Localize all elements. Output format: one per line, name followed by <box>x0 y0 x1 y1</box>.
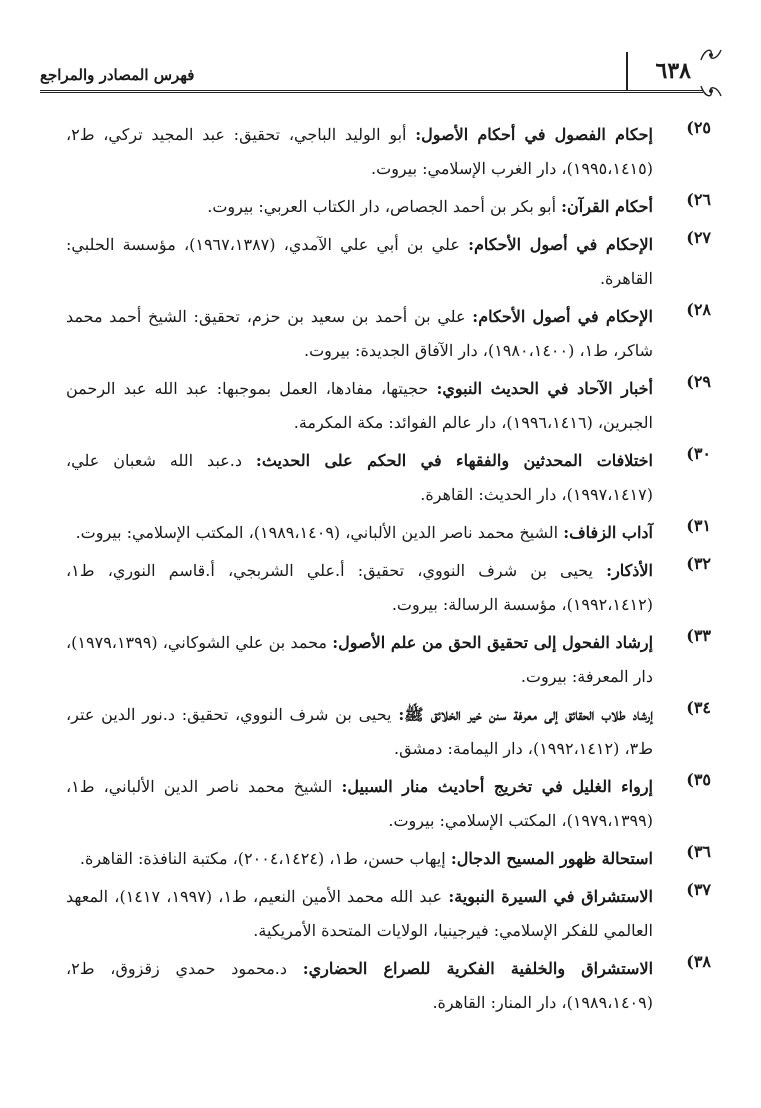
entry-title: أخبار الآحاد في الحديث النبوي: <box>436 379 653 398</box>
references-list <box>66 118 711 1024</box>
entry-text <box>66 554 653 622</box>
entry-text <box>66 770 653 838</box>
entry-details: أبو الوليد الباجي، تحقيق: عبد المجيد تركي، ط٢، (١٩٩٥،١٤١٥)، دار الغرب الإسلامي: بيروت. <box>66 125 653 178</box>
page-number: ٦٣٨ <box>655 58 691 84</box>
entry-title: إرشاد الفحول إلى تحقيق الحق من علم الأصول: <box>332 633 654 652</box>
reference-entry <box>66 444 711 512</box>
entry-title: آداب الزفاف: <box>563 523 653 542</box>
entry-number: ٣٠) <box>686 444 711 463</box>
entry-details: د.محمود حمدي زقزوق، ط٢، (١٩٨٩،١٤٠٩)، دار المنار: القاهرة. <box>66 959 653 1012</box>
entry-number: ٢٨) <box>686 300 711 319</box>
entry-details: يحيى بن شرف النووي، تحقيق: أ.علي الشربجي، أ.قاسم النوري، ط١، (١٩٩٢،١٤١٢)، مؤسسة الرسالة: بيروت. <box>66 561 653 614</box>
entry-number: ٢٧) <box>686 228 711 247</box>
entry-title: الاستشراق في السيرة النبوية: <box>448 887 653 906</box>
reference-entry <box>66 842 711 876</box>
reference-entry <box>66 300 711 368</box>
reference-entry <box>66 190 711 224</box>
reference-entry <box>66 770 711 838</box>
ornament-icon <box>699 46 723 64</box>
reference-entry <box>66 880 711 948</box>
entry-text <box>66 626 653 694</box>
entry-number: ٣٥) <box>686 770 711 789</box>
entry-title: استحالة ظهور المسيح الدجال: <box>450 849 653 868</box>
entry-details: حجيتها، مفادها، العمل بموجبها: عبد الله عبد الرحمن الجبرين، (١٩٩٦،١٤١٦)، دار عالم الفوائد: مكة المكرمة. <box>66 379 653 432</box>
entry-text <box>66 952 653 1020</box>
page-number-box <box>626 52 703 90</box>
entry-number: ٣٣) <box>686 626 711 645</box>
entry-text <box>66 228 653 296</box>
entry-text <box>66 118 653 186</box>
reference-entry <box>66 118 711 186</box>
entry-details: أبو بكر بن أحمد الجصاص، دار الكتاب العربي: بيروت. <box>207 197 557 216</box>
entry-number: ٣٢) <box>686 554 711 573</box>
entry-title: الأذكار: <box>606 561 653 580</box>
reference-entry <box>66 554 711 622</box>
entry-text <box>66 698 653 766</box>
reference-entry <box>66 698 711 766</box>
page-header <box>40 44 703 94</box>
entry-title: إرواء الغليل في تخريج أحاديث منار السبيل: <box>341 777 654 796</box>
entry-number: ٣٤) <box>686 698 711 717</box>
entry-text <box>66 842 653 876</box>
entry-title: إرشاد طلاب الحقائق إلى معرفة سنن خير الخلائق ﷺ: <box>398 705 653 724</box>
entry-title: الإحكام في أصول الأحكام: <box>472 307 653 326</box>
entry-number: ٢٩) <box>686 372 711 391</box>
entry-text <box>66 300 653 368</box>
entry-text <box>66 880 653 948</box>
reference-entry <box>66 228 711 296</box>
entry-title: إحكام الفصول في أحكام الأصول: <box>415 125 653 144</box>
entry-details: علي بن أبي علي الآمدي، (١٩٦٧،١٣٨٧)، مؤسسة الحلبي: القاهرة. <box>66 235 653 288</box>
entry-number: ٣٦) <box>686 842 711 861</box>
running-title: فهرس المصادر والمراجع <box>40 66 195 84</box>
entry-number: ٣٧) <box>686 880 711 899</box>
entry-details: يحيى بن شرف النووي، تحقيق: د.نور الدين عتر، ط٣، (١٩٩٢،١٤١٢)، دار اليمامة: دمشق. <box>66 705 653 758</box>
entry-title: الاستشراق والخلفية الفكرية للصراع الحضاري: <box>302 959 654 978</box>
entry-number: ٢٦) <box>686 190 711 209</box>
reference-entry <box>66 372 711 440</box>
reference-entry <box>66 626 711 694</box>
entry-number: ٢٥) <box>686 118 711 137</box>
entry-details: علي بن أحمد بن سعيد بن حزم، تحقيق: الشيخ أحمد محمد شاكر، ط١، (١٩٨٠،١٤٠٠)، دار الآفاق الجديدة: بيروت. <box>66 307 653 360</box>
entry-text <box>66 372 653 440</box>
entry-details: إيهاب حسن، ط١، (٢٠٠٤،١٤٢٤)، مكتبة النافذة: القاهرة. <box>79 849 446 868</box>
entry-title: أحكام القرآن: <box>561 197 653 216</box>
entry-details: عبد الله محمد الأمين النعيم، ط١، (١٩٩٧، ١٤١٧)، المعهد العالمي للفكر الإسلامي: فيرجينيا، الولايات المتحدة الأمريكية. <box>66 887 653 940</box>
entry-text <box>66 444 653 512</box>
entry-details: محمد بن علي الشوكاني، (١٩٧٩،١٣٩٩)، دار المعرفة: بيروت. <box>66 633 653 686</box>
entry-details: الشيخ محمد ناصر الدين الألباني، (١٩٨٩،١٤٠٩)، المكتب الإسلامي: بيروت. <box>75 523 559 542</box>
header-rule <box>40 90 703 93</box>
entry-text <box>66 516 653 550</box>
entry-details: الشيخ محمد ناصر الدين الألباني، ط١، (١٩٧٩،١٣٩٩)، المكتب الإسلامي: بيروت. <box>66 777 653 830</box>
entry-title: اختلافات المحدثين والفقهاء في الحكم على الحديث: <box>255 451 653 470</box>
entry-details: د.عبد الله شعبان علي، (١٩٩٧،١٤١٧)، دار الحديث: القاهرة. <box>66 451 653 504</box>
entry-text <box>66 190 653 224</box>
entry-number: ٣٨) <box>686 952 711 971</box>
entry-number: ٣١) <box>686 516 711 535</box>
entry-title: الإحكام في أصول الأحكام: <box>468 235 654 254</box>
reference-entry <box>66 516 711 550</box>
reference-entry <box>66 952 711 1020</box>
